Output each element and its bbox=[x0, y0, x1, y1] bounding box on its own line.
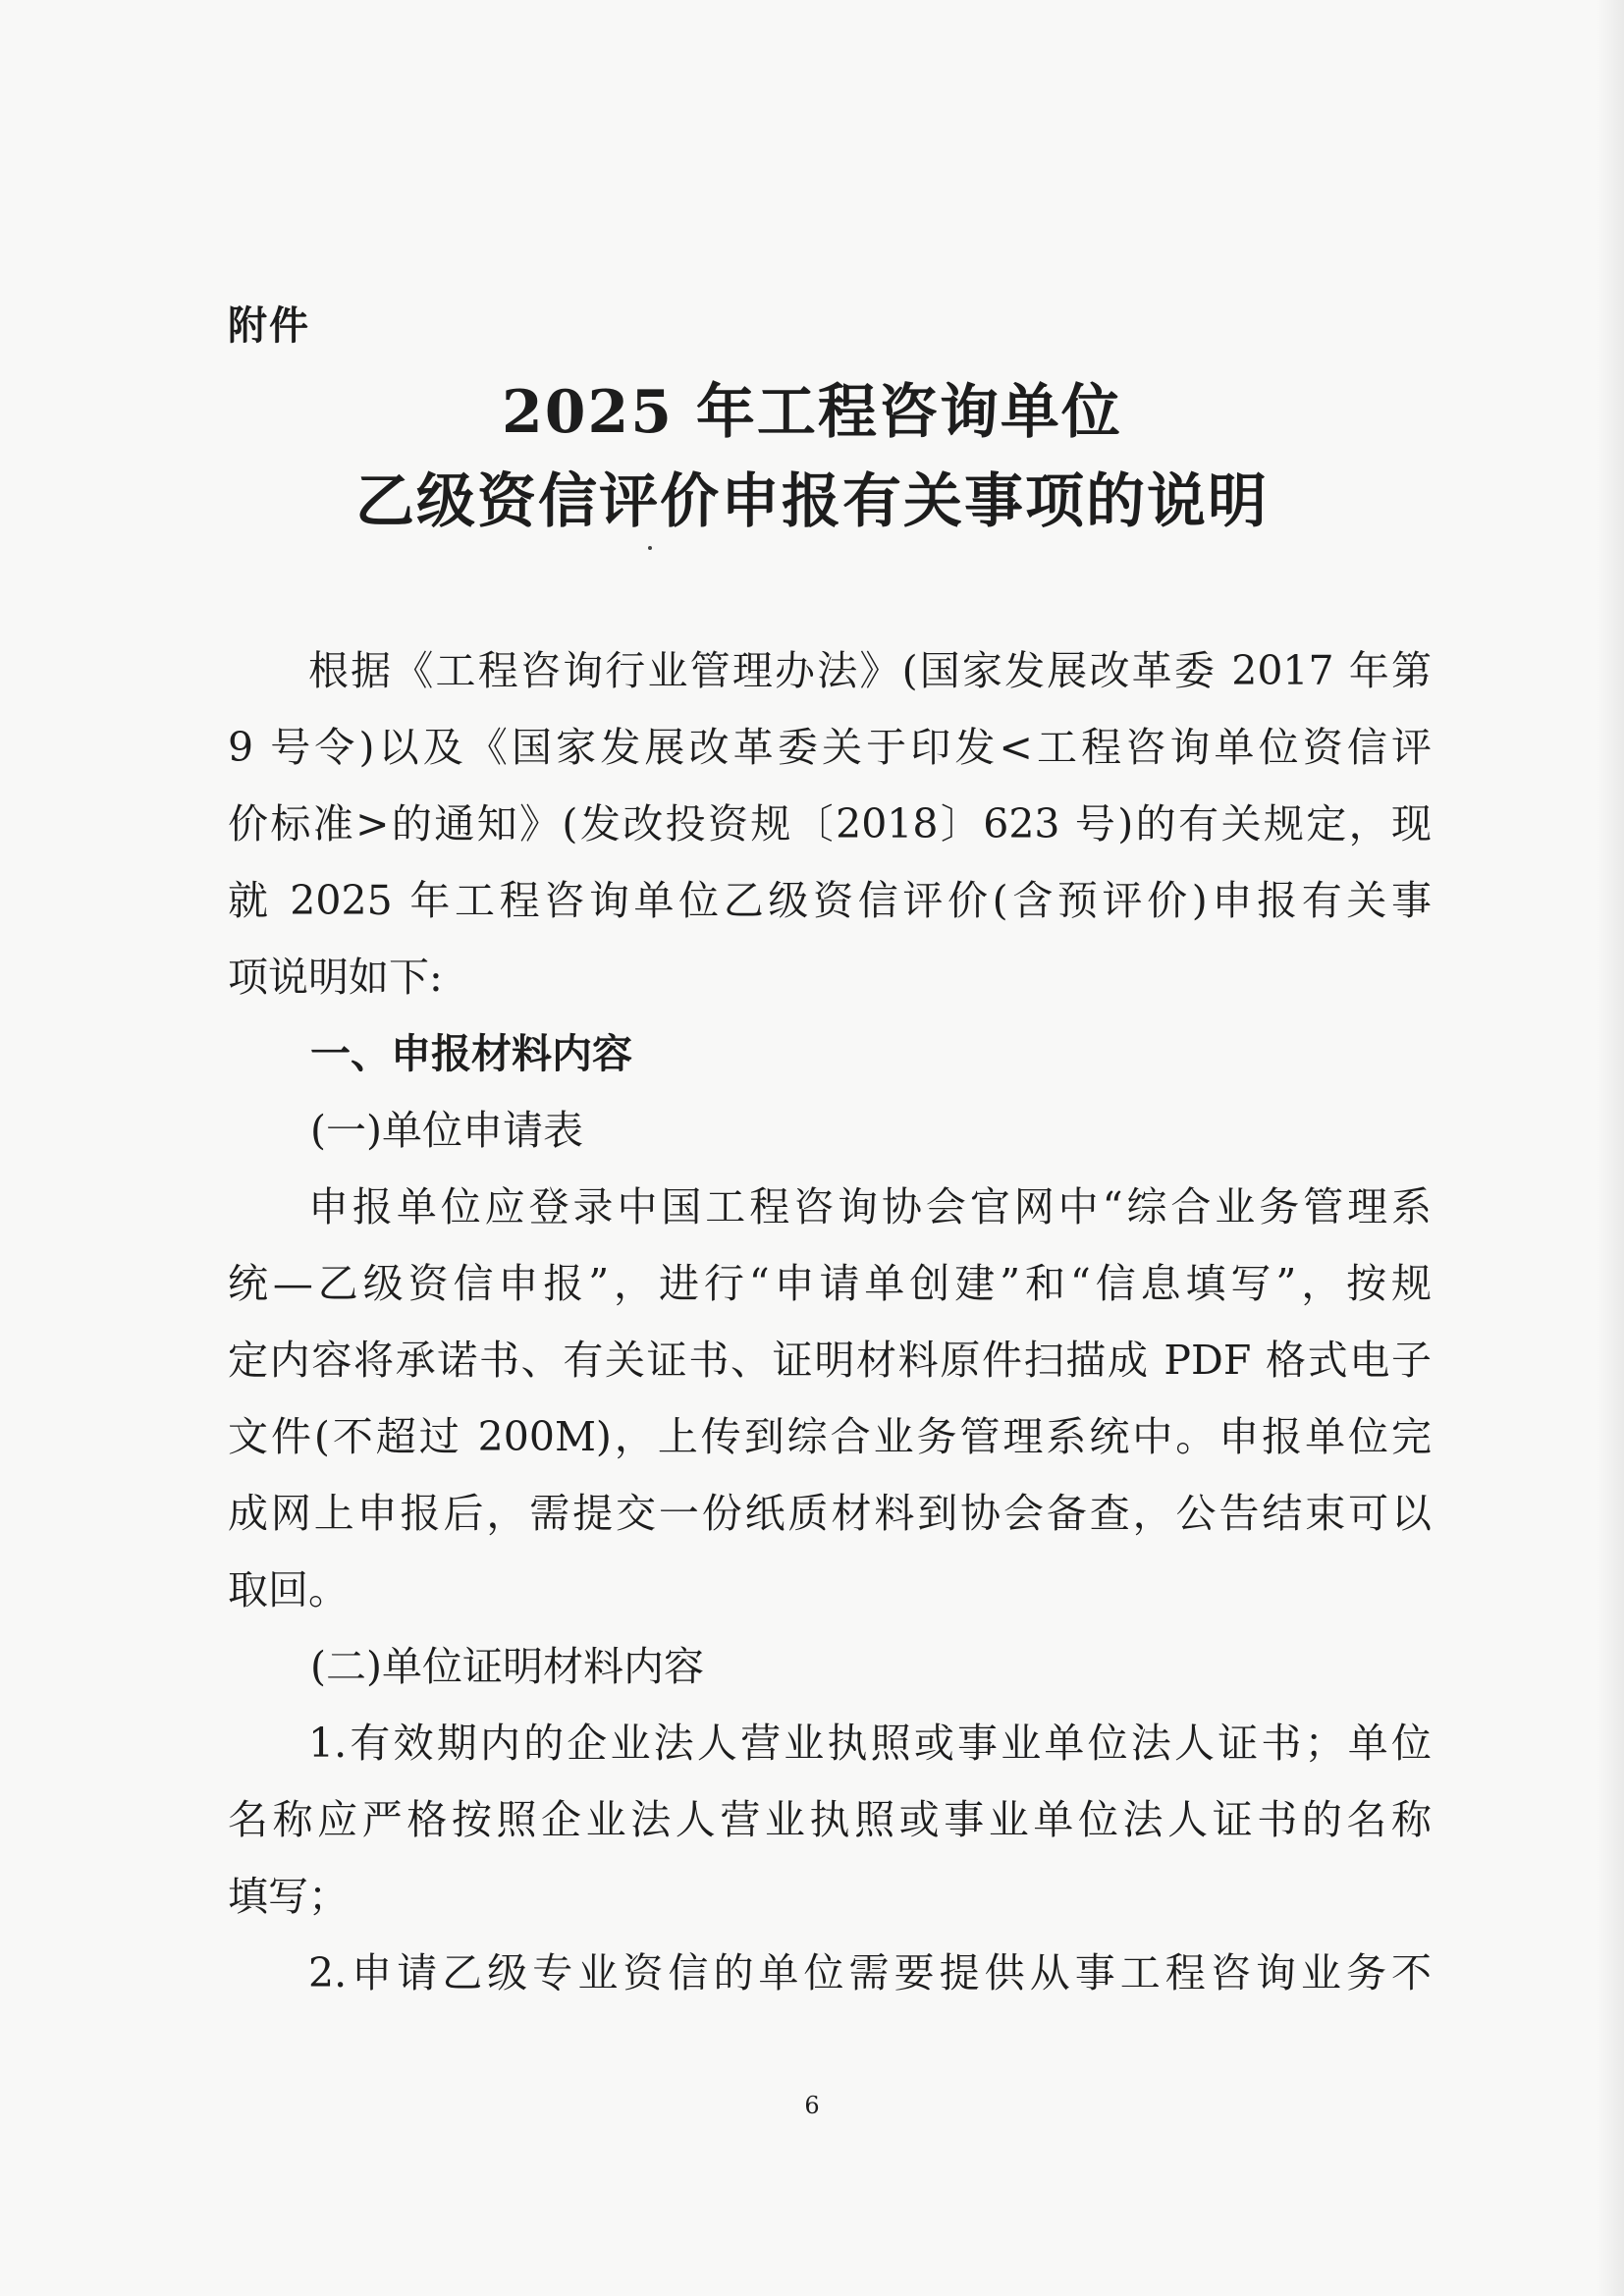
paragraph-line: 统—乙级资信申报”，进行“申请单创建”和“信息填写”，按规 bbox=[228, 1260, 1432, 1307]
list-item-line: 名称应严格按照企业法人营业执照或事业单位法人证书的名称 bbox=[228, 1796, 1432, 1843]
paragraph-line: 取回。 bbox=[228, 1566, 349, 1613]
subsection-heading: (二)单位证明材料内容 bbox=[310, 1643, 704, 1690]
intro-line: 价标准>的通知》(发改投资规〔2018〕623 号)的有关规定，现 bbox=[228, 800, 1432, 847]
list-item-line: 1.有效期内的企业法人营业执照或事业单位法人证书；单位 bbox=[308, 1720, 1432, 1767]
paragraph-line: 成网上申报后，需提交一份纸质材料到协会备查，公告结束可以 bbox=[228, 1490, 1432, 1537]
paragraph-line: 定内容将承诺书、有关证书、证明材料原件扫描成 PDF 格式电子 bbox=[228, 1337, 1432, 1384]
intro-line: 9 号令)以及《国家发展改革委关于印发<工程咨询单位资信评 bbox=[228, 724, 1432, 771]
document-title-line-2: 乙级资信评价申报有关事项的说明 bbox=[355, 467, 1269, 536]
paragraph-line: 申报单位应登录中国工程咨询协会官网中“综合业务管理系 bbox=[308, 1183, 1432, 1230]
list-item-line: 2.申请乙级专业资信的单位需要提供从事工程咨询业务不 bbox=[308, 1949, 1432, 1996]
document-title-line-1: 2025 年工程咨询单位 bbox=[502, 378, 1122, 447]
scan-edge-shadow bbox=[1597, 0, 1624, 2296]
intro-line: 就 2025 年工程咨询单位乙级资信评价(含预评价)申报有关事 bbox=[228, 877, 1432, 924]
section-heading: 一、申报材料内容 bbox=[310, 1030, 632, 1077]
intro-line: 根据《工程咨询行业管理办法》(国家发展改革委 2017 年第 bbox=[308, 647, 1432, 694]
paragraph-line: 文件(不超过 200M)，上传到综合业务管理系统中。申报单位完 bbox=[228, 1413, 1432, 1460]
scan-speck bbox=[648, 546, 652, 550]
subsection-heading: (一)单位申请表 bbox=[310, 1107, 583, 1154]
page-number: 6 bbox=[804, 2092, 820, 2119]
intro-line: 项说明如下: bbox=[228, 954, 443, 1001]
list-item-line: 填写； bbox=[228, 1873, 349, 1920]
attachment-label: 附件 bbox=[228, 303, 310, 349]
